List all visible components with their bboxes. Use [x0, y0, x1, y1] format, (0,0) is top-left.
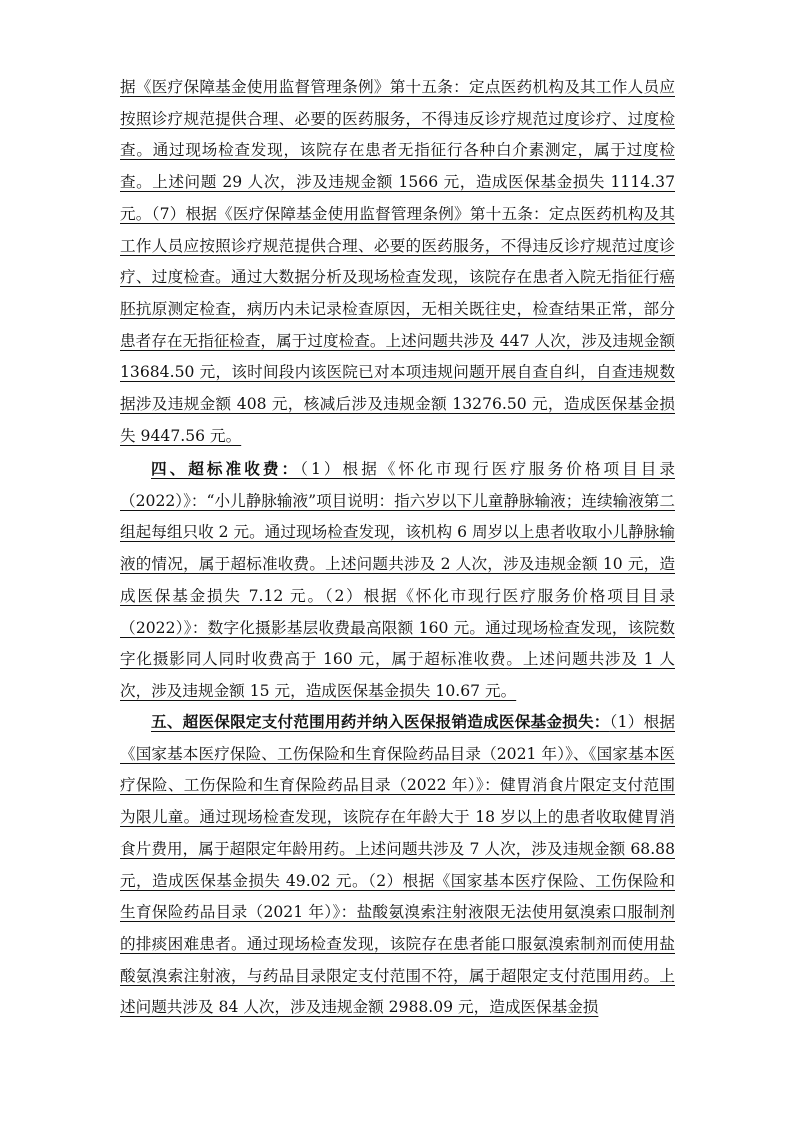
section-body-5: （1）根据《国家基本医疗保险、工伤保险和生育保险药品目录（2021 年）》、《国家基本医疗保险、工伤保险和生育保险药品目录（2022 年）》：健胃消食片限定支付范围为限儿童。通过现场检查发现，该院存在年龄大于 18 岁以上的患者收取健胃消食片费用，属于超限定年龄用药。上述问题共涉及 7 人次，涉及违规金额 68.88 元，造成医保基金损失 49.02 元。（2）根据《国家基本医疗保险、工伤保险和生育保险药品目录（2021 年）》：盐酸氨溴索注射液限无法使用氨溴索口服制剂的排痰困难患者。通过现场检查发现，该院存在患者能口服氨溴索制剂而使用盐酸氨溴索注射液，与药品目录限定支付范围不符，属于超限定支付范围用药。上述问题共涉及 84 人次，涉及违规金额 2988.09 元，造成医保基金损 — [120, 713, 675, 1017]
paragraph-overtesting — [120, 72, 675, 452]
paragraph-over-limit-medication — [120, 706, 675, 1024]
section-body-4: （1）根据《怀化市现行医疗服务价格项目目录（2022）》：“小儿静脉输液”项目说明：指六岁以下儿童静脉输液；连续输液第二组起每组只收 2 元。通过现场检查发现，该机构 6 周岁以上患者收取小儿静脉输液的情况，属于超标准收费。上述问题共涉及 2 人次，涉及违规金额 10 元，造成医保基金损失 7.12 元。（2）根据《怀化市现行医疗服务价格项目目录（2022）》：数字化摄影基层收费最高限额 160 元。通过现场检查发现，该院数字化摄影同人同时收费高于 160 元，属于超标准收费。上述问题共涉及 1 人次，涉及违规金额 15 元，造成医保基金损失 10.67 元。 — [120, 460, 675, 700]
paragraph-over-standard-charges — [120, 453, 675, 708]
section-heading-4: 四、超标准收费： — [151, 459, 301, 478]
section-heading-5: 五、超医保限定支付范围用药并纳入医保报销造成医保基金损失： — [151, 712, 610, 731]
paragraph-text — [120, 453, 675, 708]
paragraph-text: 据《医疗保障基金使用监督管理条例》第十五条：定点医药机构及其工作人员应按照诊疗规范提供合理、必要的医药服务，不得违反诊疗规范过度诊疗、过度检查。通过现场检查发现，该院存在患者无指征行各种白介素测定，属于过度检查。上述问题 29 人次，涉及违规金额 1566 元，造成医保基金损失 1114.37 元。（7）根据《医疗保障基金使用监督管理条例》第十五条：定点医药机构及其工作人员应按照诊疗规范提供合理、必要的医药服务，不得违反诊疗规范过度诊疗、过度检查。通过大数据分析及现场检查发现，该院存在患者入院无指征行癌胚抗原测定检查，病历内未记录检查原因，无相关既往史，检查结果正常，部分患者存在无指征检查，属于过度检查。上述问题共涉及 447 人次，涉及违规金额 13684.50 元，该时间段内该医院已对本项违规问题开展自查自纠，自查违规数据涉及违规金额 408 元，核减后涉及违规金额 13276.50 元，造成医保基金损失 9447.56 元。 — [120, 78, 675, 445]
paragraph-text — [120, 706, 675, 1024]
